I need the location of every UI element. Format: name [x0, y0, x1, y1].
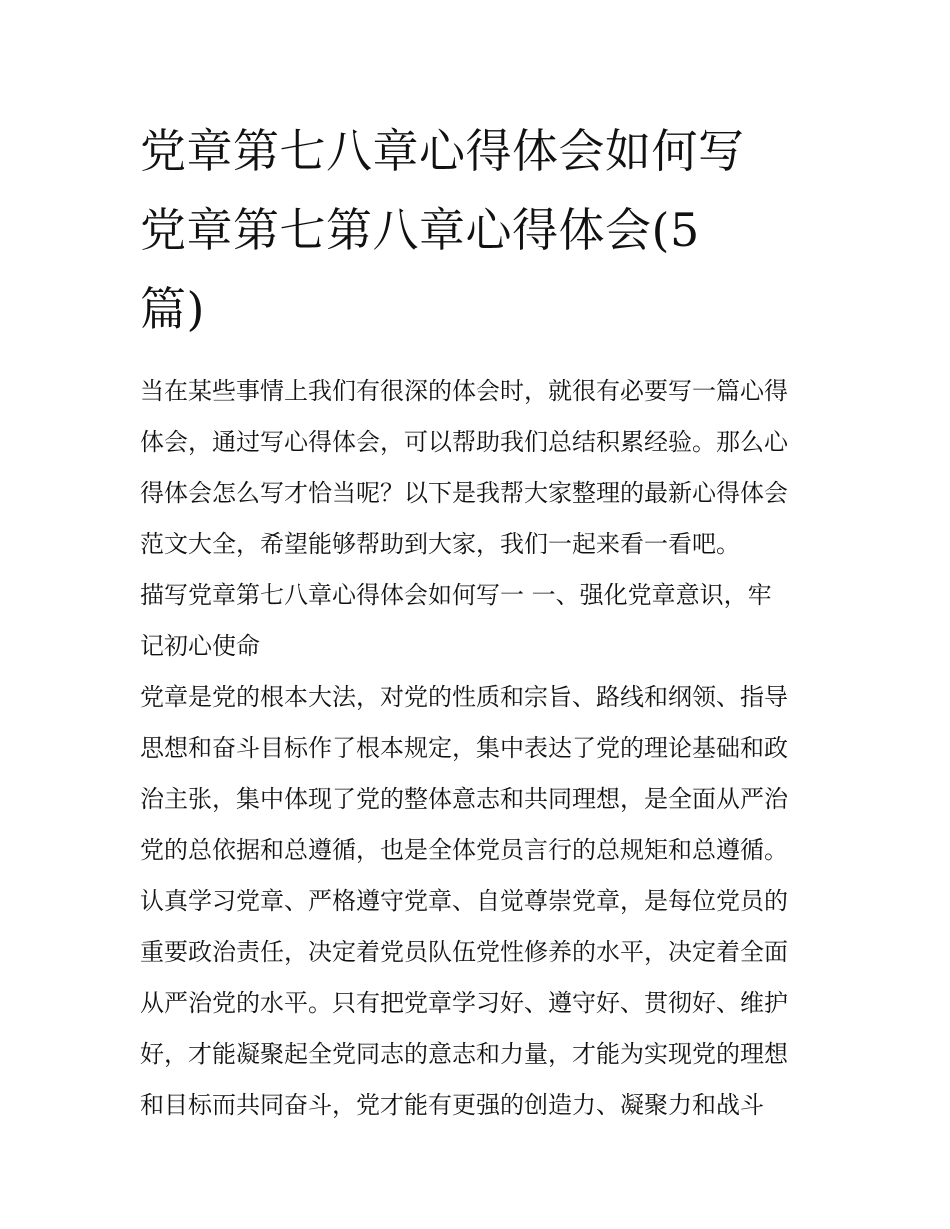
title-line-1: 党章第七八章心得体会如何写: [140, 124, 745, 178]
document-content: [140, 112, 820, 1131]
paragraph-line-9: 和目标而共同奋斗，党才能有更强的创造力、凝聚力和战斗: [140, 1091, 764, 1119]
section-heading-line-1: 描写党章第七八章心得体会如何写一 一、强化党章意识，牢: [140, 581, 772, 609]
section-heading-line-2: 记初心使命: [140, 632, 260, 660]
document-body: [140, 366, 820, 1131]
paragraph-line-4: 党的总依据和总遵循，也是全体党员言行的总规矩和总遵循。: [140, 836, 788, 864]
paragraph-line-1: 党章是党的根本大法，对党的性质和宗旨、路线和纲领、指导: [140, 683, 788, 711]
intro-line-1: 当在某些事情上我们有很深的体会时，就很有必要写一篇心得: [140, 377, 788, 405]
intro-line-2: 体会，通过写心得体会，可以帮助我们总结积累经验。那么心: [140, 428, 788, 456]
paragraph-line-3: 治主张，集中体现了党的整体意志和共同理想，是全面从严治: [140, 785, 788, 813]
title-line-3: 篇): [140, 282, 205, 336]
paragraph-line-6: 重要政治责任，决定着党员队伍党性修养的水平，决定着全面: [140, 938, 788, 966]
intro-line-3: 得体会怎么写才恰当呢？以下是我帮大家整理的最新心得体会: [140, 479, 788, 507]
title-line-2: 党章第七第八章心得体会(5: [140, 203, 700, 257]
paragraph-line-5: 认真学习党章、严格遵守党章、自觉尊崇党章，是每位党员的: [140, 887, 788, 915]
paragraph-line-8: 好，才能凝聚起全党同志的意志和力量，才能为实现党的理想: [140, 1040, 788, 1068]
intro-line-4: 范文大全，希望能够帮助到大家，我们一起来看一看吧。: [140, 530, 740, 558]
document-title: [140, 112, 820, 349]
paragraph-line-7: 从严治党的水平。只有把党章学习好、遵守好、贯彻好、维护: [140, 989, 788, 1017]
paragraph-line-2: 思想和奋斗目标作了根本规定，集中表达了党的理论基础和政: [140, 734, 788, 762]
